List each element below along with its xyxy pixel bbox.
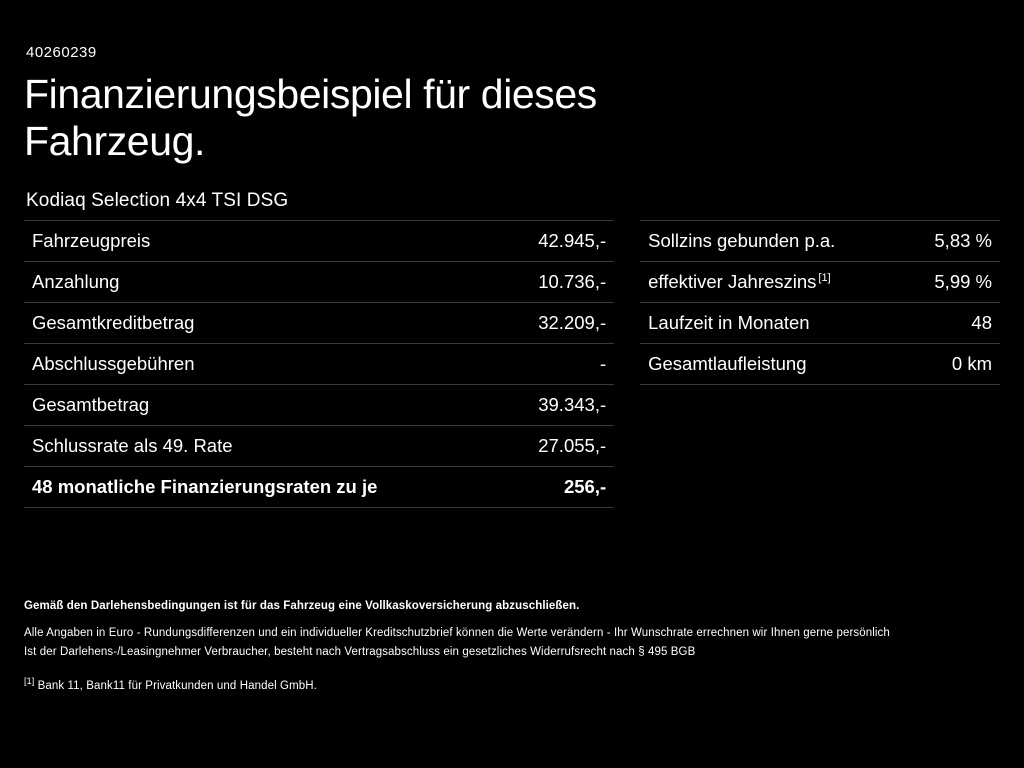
row-label-text: effektiver Jahreszins bbox=[648, 271, 817, 293]
disclaimer-line-2: Ist der Darlehens-/Leasingnehmer Verbraucher, besteht nach Vertragsabschluss ein gesetzliches Widerrufsrecht nach § 495 BGB bbox=[24, 645, 696, 658]
row-value: 5,83 % bbox=[934, 230, 992, 252]
row-value: 42.945,- bbox=[538, 230, 607, 252]
row-label: Schlussrate als 49. Rate bbox=[32, 435, 233, 457]
table-row bbox=[24, 385, 614, 426]
row-label: Gesamtbetrag bbox=[32, 394, 150, 416]
table-row bbox=[640, 221, 1000, 262]
vehicle-name: Kodiaq Selection 4x4 TSI DSG bbox=[26, 190, 289, 212]
footer-notes bbox=[24, 600, 1004, 692]
row-value: - bbox=[599, 353, 607, 375]
footnote-marker: [1] bbox=[24, 675, 35, 686]
row-value: 27.055,- bbox=[538, 435, 607, 457]
disclaimer-line-1: Alle Angaben in Euro - Rundungsdifferenzen und ein individueller Kreditschutzbrief können die Werte verändern - Ihr Wunschrate errechnen wir Ihnen gerne persönlich bbox=[24, 627, 890, 639]
row-label bbox=[640, 303, 820, 344]
row-value: 0 km bbox=[951, 353, 992, 375]
row-value: 48 bbox=[971, 312, 992, 334]
row-label-text: Gesamtlaufleistung bbox=[648, 353, 807, 375]
table-row bbox=[24, 221, 614, 262]
footnote-note bbox=[24, 676, 1004, 692]
page-title: Finanzierungsbeispiel für dieses Fahrzeug. bbox=[24, 71, 597, 164]
table-row bbox=[24, 344, 614, 385]
table-row bbox=[24, 303, 614, 344]
table-row bbox=[640, 303, 1000, 344]
row-value: 10.736,- bbox=[538, 271, 607, 293]
footnote-marker: [1] bbox=[818, 272, 831, 285]
row-label: Abschlussgebühren bbox=[32, 353, 195, 375]
row-label-text: Laufzeit in Monaten bbox=[648, 312, 810, 334]
table-row bbox=[24, 426, 614, 467]
finance-conditions-table bbox=[640, 220, 1000, 385]
insurance-note: Gemäß den Darlehensbedingungen ist für das Fahrzeug eine Vollkaskoversicherung abzuschließen. bbox=[24, 600, 580, 612]
row-value: 39.343,- bbox=[538, 394, 607, 416]
footnote-text: Bank 11, Bank11 für Privatkunden und Handel GmbH. bbox=[37, 679, 317, 692]
document-id: 40260239 bbox=[26, 44, 97, 61]
finance-tables bbox=[24, 220, 1000, 508]
finance-terms-table bbox=[24, 220, 614, 508]
row-label: 48 monatliche Finanzierungsraten zu je bbox=[32, 476, 378, 498]
table-row-total bbox=[24, 467, 614, 508]
row-label bbox=[640, 344, 820, 385]
row-label: Gesamtkreditbetrag bbox=[32, 312, 195, 334]
row-label-text: Sollzins gebunden p.a. bbox=[648, 230, 836, 252]
row-label bbox=[640, 262, 831, 303]
row-value: 5,99 % bbox=[934, 271, 992, 293]
row-label: Fahrzeugpreis bbox=[32, 230, 151, 252]
row-label bbox=[640, 221, 836, 262]
row-value: 256,- bbox=[563, 476, 607, 498]
table-row bbox=[640, 262, 1000, 303]
row-value: 32.209,- bbox=[538, 312, 607, 334]
row-label: Anzahlung bbox=[32, 271, 120, 293]
table-row bbox=[640, 344, 1000, 385]
table-row bbox=[24, 262, 614, 303]
